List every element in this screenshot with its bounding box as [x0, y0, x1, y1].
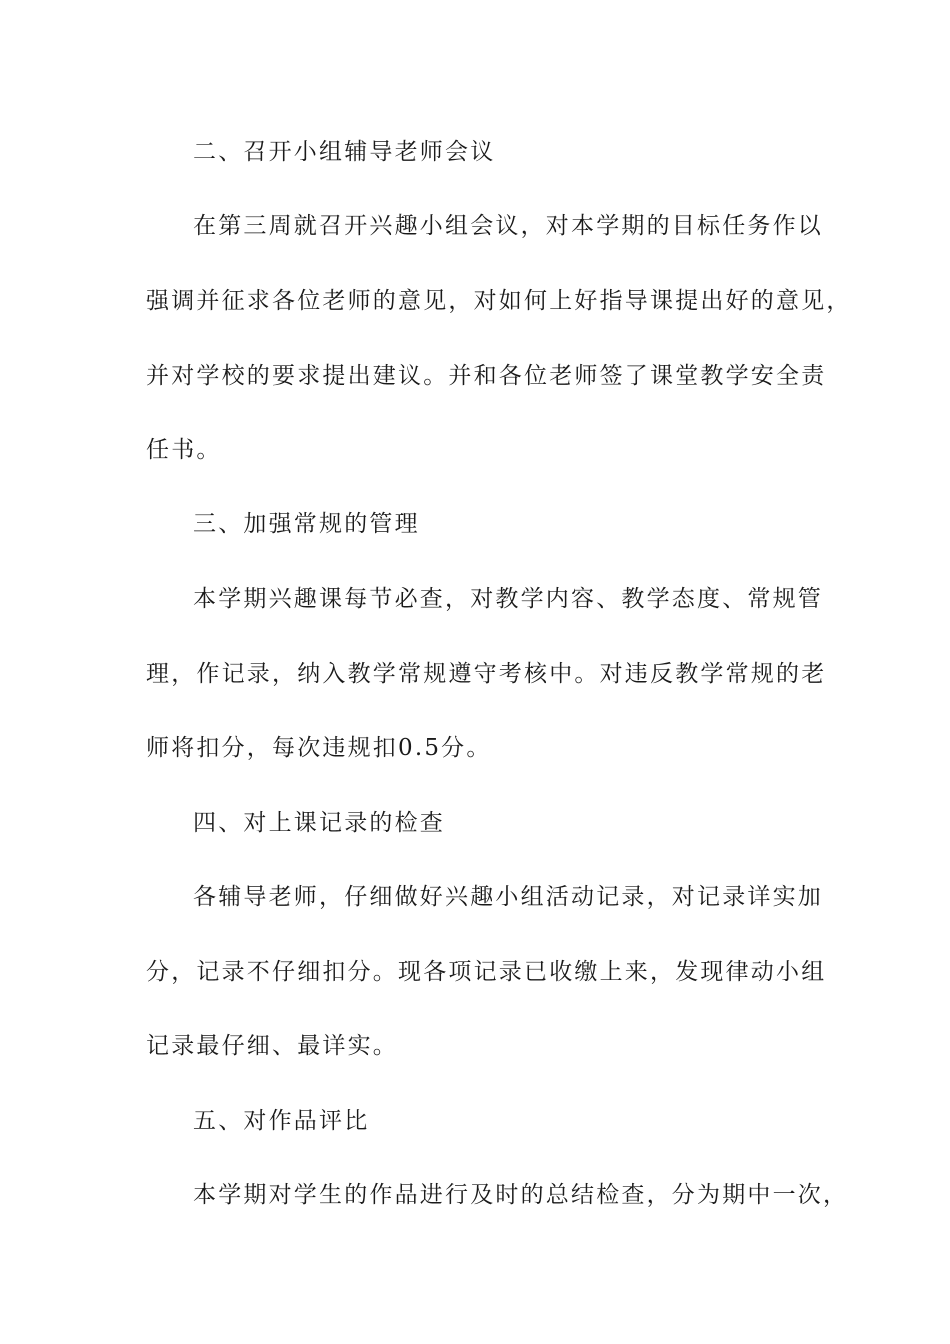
- paragraph-line: 师将扣分，每次违规扣0.5分。: [146, 735, 492, 761]
- paragraph-line: 任书。: [146, 437, 222, 463]
- paragraph-line: 本学期对学生的作品进行及时的总结检查，分为期中一次，: [193, 1182, 849, 1208]
- paragraph-line: 强调并征求各位老师的意见，对如何上好指导课提出好的意见，: [146, 288, 852, 314]
- section-heading-2: 二、召开小组辅导老师会议: [193, 139, 496, 165]
- paragraph-line: 记录最仔细、最详实。: [146, 1033, 398, 1059]
- section-heading-3: 三、加强常规的管理: [193, 511, 420, 537]
- paragraph-line: 理，作记录，纳入教学常规遵守考核中。对违反教学常规的老: [146, 661, 827, 687]
- paragraph-line: 并对学校的要求提出建议。并和各位老师签了课堂教学安全责: [146, 363, 827, 389]
- paragraph-line: 在第三周就召开兴趣小组会议，对本学期的目标任务作以: [193, 213, 823, 239]
- section-heading-5: 五、对作品评比: [193, 1108, 370, 1134]
- paragraph-line: 各辅导老师，仔细做好兴趣小组活动记录，对记录详实加: [193, 884, 823, 910]
- section-heading-4: 四、对上课记录的检查: [193, 810, 445, 836]
- paragraph-line: 本学期兴趣课每节必查，对教学内容、教学态度、常规管: [193, 586, 823, 612]
- paragraph-line: 分，记录不仔细扣分。现各项记录已收缴上来，发现律动小组: [146, 959, 827, 985]
